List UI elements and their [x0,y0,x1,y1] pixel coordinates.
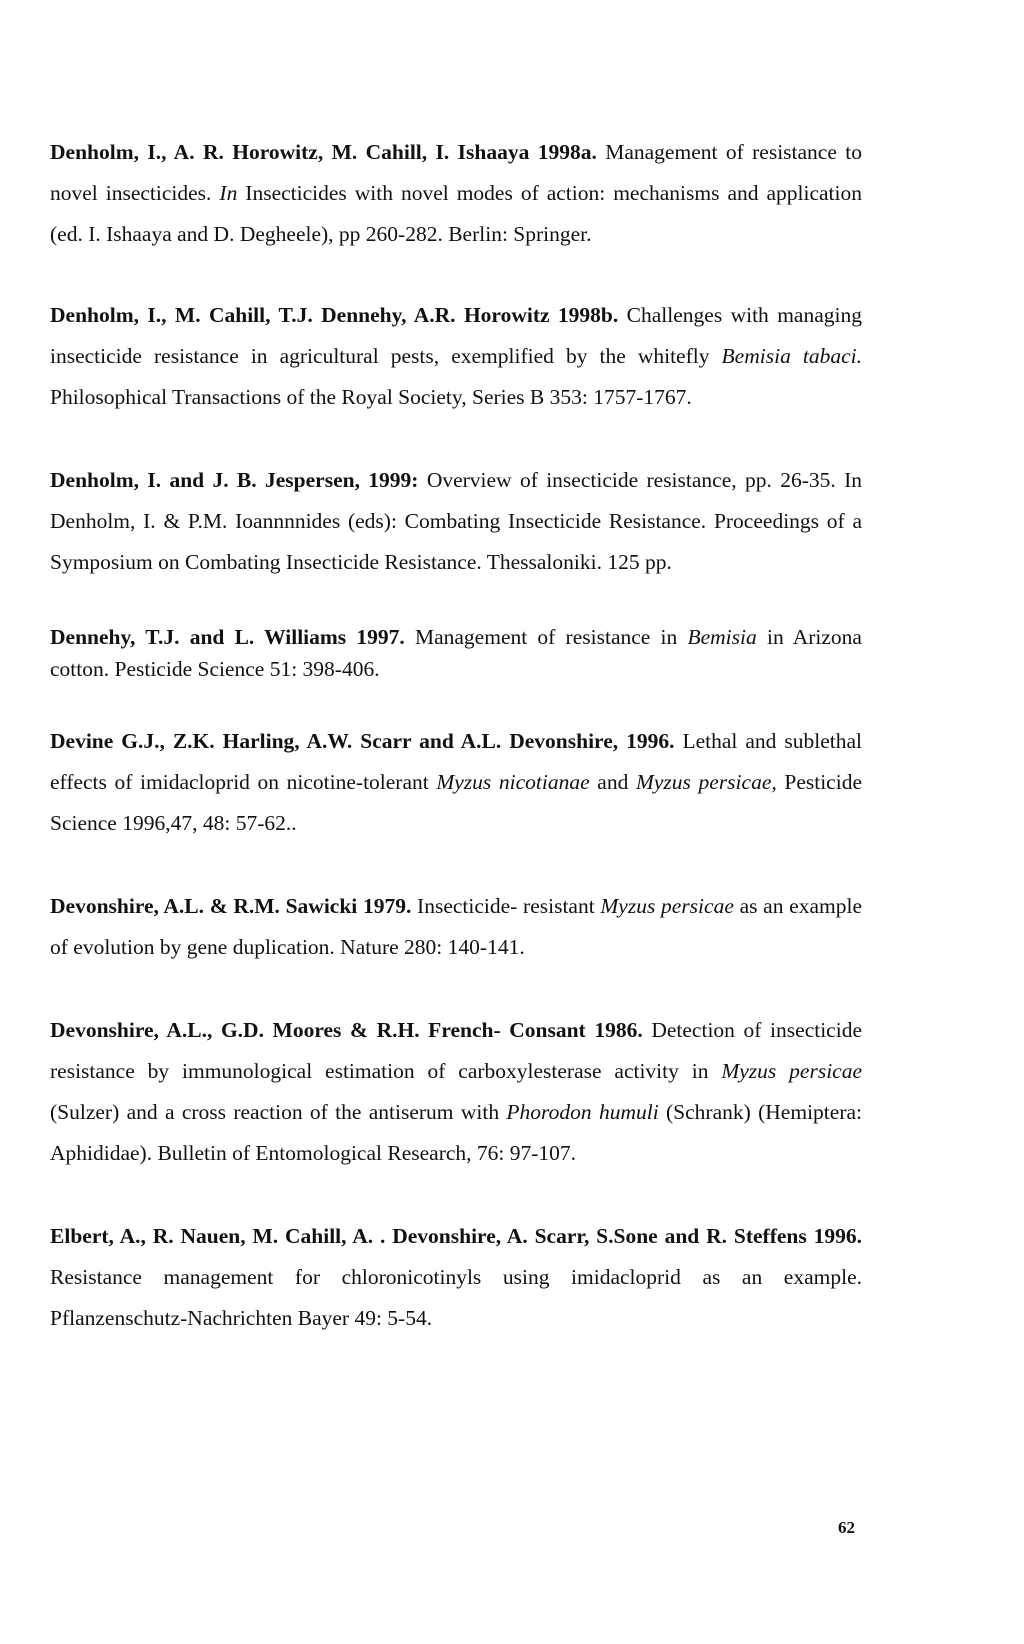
reference-text: Resistance management for chloronicotinyls using imidacloprid as an example. Pflanzenschutz-Nachrichten Bayer 49: 5-54. [50,1265,862,1330]
reference-authors: Denholm, I., A. R. Horowitz, M. Cahill, I. Ishaaya 1998a. [50,140,597,164]
reference-entry [50,621,862,685]
reference-authors: Denholm, I., M. Cahill, T.J. Dennehy, A.R. Horowitz 1998b. [50,303,619,327]
reference-entry [50,1010,862,1174]
reference-text: Pesticide Science 1996,47, 48: 57-62.. [50,770,862,835]
reference-authors: Devine G.J., Z.K. Harling, A.W. Scarr and A.L. Devonshire, 1996. [50,729,675,753]
reference-text: Philosophical Transactions of the Royal Society, Series B 353: 1757-1767. [50,385,692,409]
reference-list [50,132,862,1339]
reference-entry [50,295,862,418]
reference-text: in Arizona cotton. Pesticide Science 51: 398-406. [50,625,862,681]
reference-italic: Phorodon humuli [506,1100,659,1124]
reference-italic: Myzus persicae [600,894,734,918]
reference-authors: Elbert, A., R. Nauen, M. Cahill, A. . Devonshire, A. Scarr, S.Sone and R. Steffens 1996. [50,1224,862,1248]
reference-italic: Bemisia [687,625,757,649]
reference-text: (Sulzer) and a cross reaction of the antiserum with [50,1100,507,1124]
reference-italic: Myzus persicae [721,1059,863,1083]
reference-text: as an example of evolution by gene duplication. Nature 280: 140-141. [50,894,862,959]
reference-entry [50,886,862,968]
reference-text: Management of resistance in [404,625,688,649]
reference-authors: Devonshire, A.L., G.D. Moores & R.H. French- Consant 1986. [50,1018,643,1042]
reference-entry [50,721,862,844]
reference-text: Insecticides with novel modes of action: mechanisms and application (ed. I. Ishaaya and D. Degheele), pp 260-282. Berlin: Springer. [50,181,862,246]
reference-text: and [589,770,636,794]
reference-authors: Devonshire, A.L. & R.M. Sawicki 1979. [50,894,412,918]
reference-authors: Denholm, I. and J. B. Jespersen, 1999: [50,468,419,492]
reference-authors: Dennehy, T.J. and L. Williams 1997. [50,625,405,649]
reference-entry [50,1216,862,1339]
reference-text: Management of resistance to novel insecticides. [50,140,862,205]
reference-text: Overview of insecticide resistance, pp. 26-35. In Denholm, I. & P.M. Ioannnnides (eds): Combating Insecticide Resistance. Proceedings of a Symposium on Combating Insecticide Resistance. Thessaloniki. 125 pp. [50,468,863,574]
reference-text: Challenges with managing insecticide resistance in agricultural pests, exemplified by the whitefly [50,303,862,368]
reference-italic: In [219,181,238,205]
reference-text: Insecticide- resistant [411,894,601,918]
reference-text: Lethal and sublethal effects of imidacloprid on nicotine-tolerant [50,729,862,794]
reference-entry [50,460,862,583]
reference-italic: Myzus persicae, [635,770,777,794]
reference-italic: Myzus nicotianae [436,770,590,794]
reference-entry [50,132,862,255]
page-number: 62 [838,1518,855,1537]
reference-italic: Bemisia tabaci. [721,344,862,368]
reference-text: Detection of insecticide resistance by immunological estimation of carboxylesterase activity in [50,1018,862,1083]
reference-text: (Schrank) (Hemiptera: Aphididae). Bulletin of Entomological Research, 76: 97-107. [50,1100,862,1165]
